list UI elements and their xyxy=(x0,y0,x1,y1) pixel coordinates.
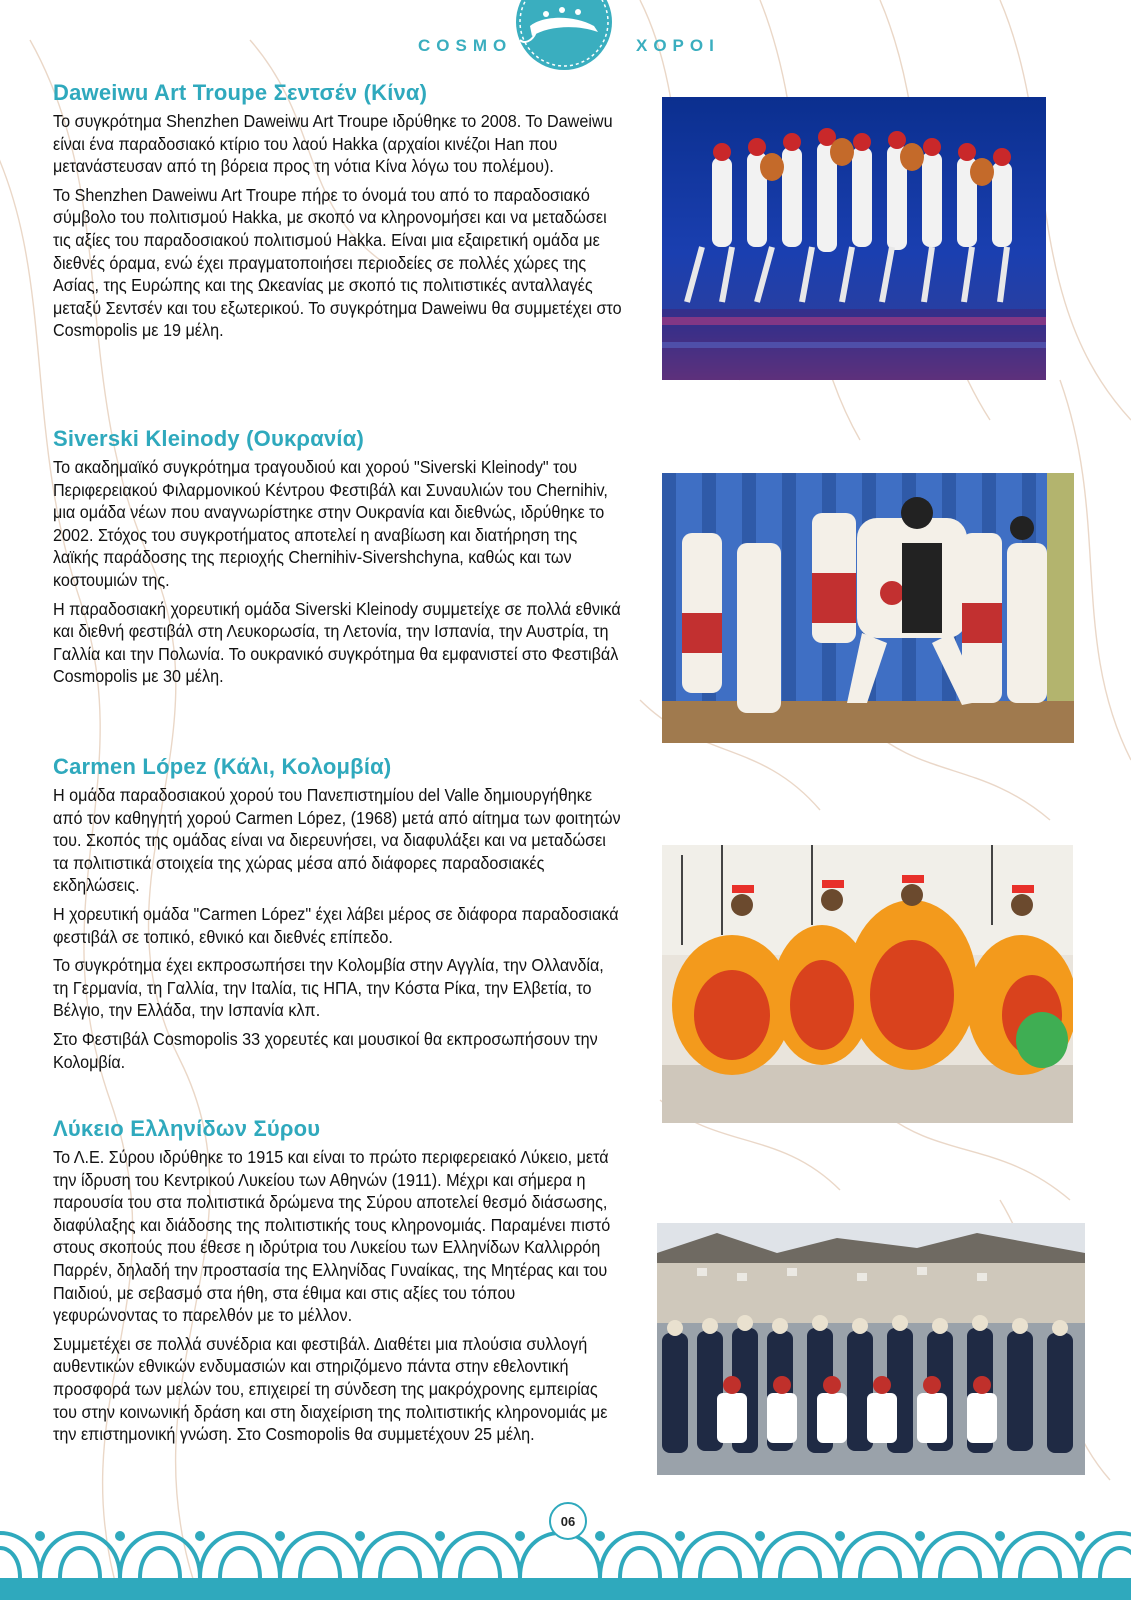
section-title: Λύκειο Ελληνίδων Σύρου xyxy=(53,1116,321,1141)
section-daweiwu xyxy=(53,80,623,348)
section-paragraph: Συμμετέχει σε πολλά συνέδρια και φεστιβάλ. Διαθέτει μια πλούσια συλλογή αυθεντικών εθνικών ενδυμασιών και στηριζόμενο πάντα στην εθελοντική προσφορά των μελών του, επιχειρεί τη σύνδεση της μακρόχρονης εμπειρίας του στην κοινωνική δράση και στη διαχείριση της πολιτιστικής κληρονομιάς με την επιστημονική γνώση. Στο Cosmopolis θα συμμετέχουν 25 μέλη. xyxy=(53,1333,608,1445)
photo-carmen-lopez-dancers xyxy=(662,845,1073,1123)
horn-emblem-icon xyxy=(502,0,626,76)
section-title: Daweiwu Art Troupe Σεντσέν (Κίνα) xyxy=(53,80,428,105)
logo-word-right: ΧΟΡΟΙ xyxy=(636,36,720,55)
section-paragraph: Το συγκρότημα έχει εκπροσωπήσει την Κολομβία στην Αγγλία, την Ολλανδία, τη Γερμανία, τη Γαλλία, την Ιταλία, τις ΗΠΑ, την Κόστα Ρίκα, την Ελβετία, το Βέλγιο, την Ελλάδα, την Ισπανία κλπ. xyxy=(53,955,604,1021)
section-paragraph: Το συγκρότημα Shenzhen Daweiwu Art Troupe ιδρύθηκε το 2008. Το Daweiwu είναι ένα παραδοσιακό κτίριο του λαού Hakka (αρχαίοι κινέζοι Han που μετανάστευσαν από τη βόρεια προς τη νότια Κίνα λόγω του πολέμου). xyxy=(53,111,613,177)
section-paragraph: Το Λ.Ε. Σύρου ιδρύθηκε το 1915 και είναι το πρώτο περιφερειακό Λύκειο, μετά την ίδρυση του Κεντρικού Λυκείου των Αθηνών (1911). Μέχρι και σήμερα η παρουσία του στα πολιτιστικά δρώμενα της Σύρου αποτελεί θεσμό διάσωσης, διαφύλαξης και διάδοσης της πολιτιστικής τους κληρονομιάς. Παραμένει πιστό στους σκοπούς που έθεσε η ιδρύτρια του Λυκείου των Ελληνίδων Καλλιρρόη Παρρέν, δηλαδή την προστασία της Ελληνίδας Γυναίκας, της Μητέρας και του Παιδιού, με σεβασμό στα ήθη, στα έθιμα και στις αξίες του τόπου γεφυρώνοντας το παρελθόν με το μέλλον. xyxy=(53,1147,611,1326)
logo-word-left: COSMO xyxy=(418,36,513,55)
photo-lykeio-syrou-group xyxy=(657,1223,1085,1475)
photo-siverski-kleinody xyxy=(662,473,1074,743)
section-lykeio-syrou xyxy=(53,1116,623,1452)
photo-daweiwu-dancers xyxy=(662,97,1046,380)
section-paragraph: Η παραδοσιακή χορευτική ομάδα Siverski Kleinody συμμετείχε σε πολλά εθνικά και διεθνή φεστιβάλ στη Λευκορωσία, τη Λετονία, την Ισπανία, την Αυστρία, τη Γαλλία και την Πολωνία. Το ουκρανικό συγκρότημα θα εμφανιστεί στο Φεστιβάλ Cosmopolis με 30 μέλη. xyxy=(53,598,621,687)
section-title: Carmen López (Κάλι, Κολομβία) xyxy=(53,754,392,779)
section-paragraph: Στο Φεστιβάλ Cosmopolis 33 χορευτές και μουσικοί θα εκπροσωπήσουν την Κολομβία. xyxy=(53,1028,598,1072)
section-carmen-lopez xyxy=(53,754,623,1079)
section-paragraph: Το ακαδημαϊκό συγκρότημα τραγουδιού και χορού "Siverski Kleinody" του Περιφερειακού Φιλαρμονικού Κέντρου Φεστιβάλ και Συναυλιών του Chernihiv, μια ομάδα νέων που αναγνωρίστηκε στην Ουκρανία και διεθνώς, ιδρύθηκε το 2002. Στόχος του συγκροτήματος αποτελεί η αναβίωση και διατήρηση της λαϊκής παράδοσης της περιοχής Chernihiv-Sivershchyna, καθώς και των κοστουμιών της. xyxy=(53,457,608,590)
page-header xyxy=(0,0,1131,90)
section-paragraph: Η χορευτική ομάδα "Carmen López" έχει λάβει μέρος σε διάφορα παραδοσιακά φεστιβάλ σε τοπικό, εθνικό και διεθνές επίπεδο. xyxy=(53,903,619,947)
section-siverski xyxy=(53,426,623,694)
section-paragraph: Το Shenzhen Daweiwu Art Troupe πήρε το όνομά του από το παραδοσιακό σύμβολο του πολιτισμού Hakka, με σκοπό να κληρονομήσει και να μεταδώσει τις αξίες του παραδοσιακού πολιτισμού Hakka. Είναι μια εξαιρετική ομάδα με διεθνές όραμα, ενώ έχει πραγματοποιήσει περιοδείες σε πολλές χώρες της Ασίας, της Ευρώπης και της Ωκεανίας με σκοπό τις πολιτιστικές ανταλλαγές μεταξύ Σεντσέν και του εξωτερικού. Το συγκρότημα Daweiwu θα συμμετέχει στο Cosmopolis με 19 μέλη. xyxy=(53,184,622,341)
page-number: 06 xyxy=(549,1502,587,1540)
section-title: Siverski Kleinody (Ουκρανία) xyxy=(53,426,364,451)
section-paragraph: Η ομάδα παραδοσιακού χορού του Πανεπιστημίου del Valle δημιουργήθηκε από τον καθηγητή χορού Carmen López, (1968) μετά από αίτημα των φοιτητών του. Σκοπός της ομάδας είναι να διερευνήσει, να διαφυλάξει και να μεταδώσει τα πολιτιστικά στοιχεία της χώρας μέσα από διάφορες παραδοσιακές εκδηλώσεις. xyxy=(53,785,621,896)
